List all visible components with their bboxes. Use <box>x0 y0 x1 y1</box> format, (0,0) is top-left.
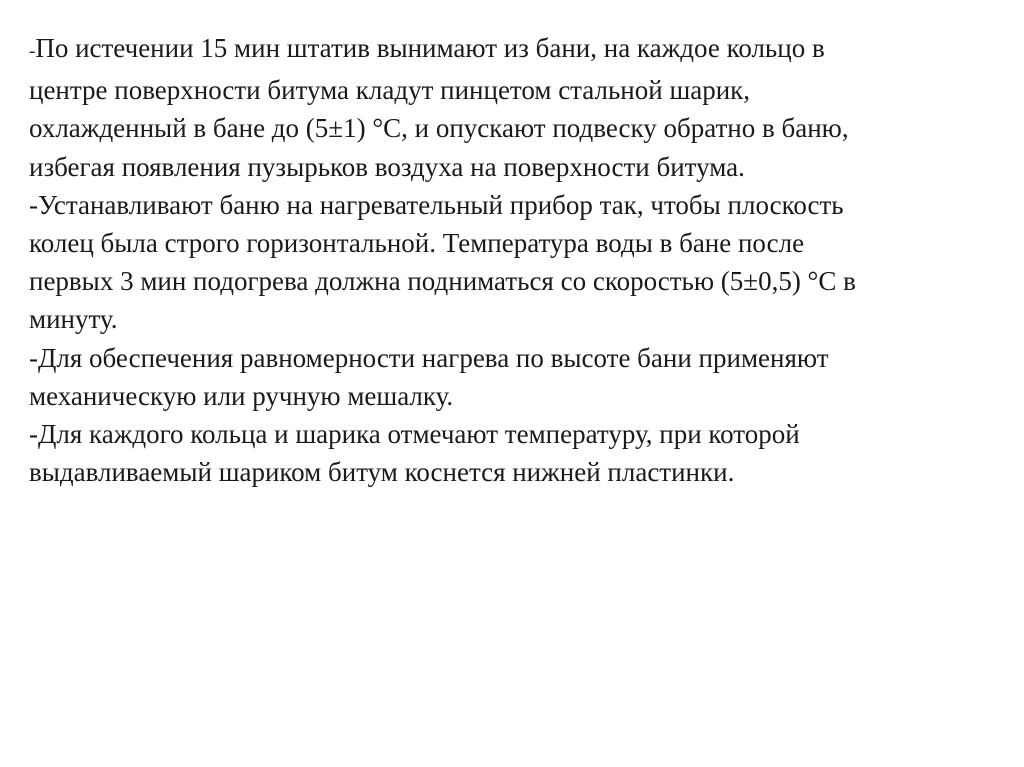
text-line: -Для обеспечения равномерности нагрева по высоте бани применяют <box>29 342 829 373</box>
text-line: избегая появления пузырьков воздуха на поверхности битума. <box>29 151 745 182</box>
text-line: механическую или ручную мешалку. <box>29 380 454 411</box>
text-line: -Для каждого кольца и шарика отмечают температуру, при которой <box>29 419 800 450</box>
text-line: первых 3 мин подогрева должна подниматься со скоростью (5±0,5) °С в <box>29 266 856 297</box>
text-line: охлажденный в бане до (5±1) °С, и опускают подвеску обратно в баню, <box>29 113 849 144</box>
paragraph-bath-removal <box>29 29 1004 186</box>
text-line: колец была строго горизонтальной. Температура воды в бане после <box>29 228 805 259</box>
paragraph-temperature-record <box>29 415 1004 491</box>
text-line: -Устанавливают баню на нагревательный прибор так, чтобы плоскость <box>29 189 844 220</box>
text-line: выдавливаемый шариком битум коснется нижней пластинки. <box>29 457 735 488</box>
paragraph-heating-setup <box>29 186 1004 339</box>
text-line: минуту. <box>29 304 118 335</box>
paragraph-stirrer <box>29 339 1004 415</box>
body-text <box>29 29 1004 491</box>
bullet-dash: - <box>29 41 36 62</box>
text-line: центре поверхности битума кладут пинцетом стальной шарик, <box>29 75 751 106</box>
text-line: -По истечении 15 мин штатив вынимают из бани, на каждое кольцо в <box>29 33 825 63</box>
